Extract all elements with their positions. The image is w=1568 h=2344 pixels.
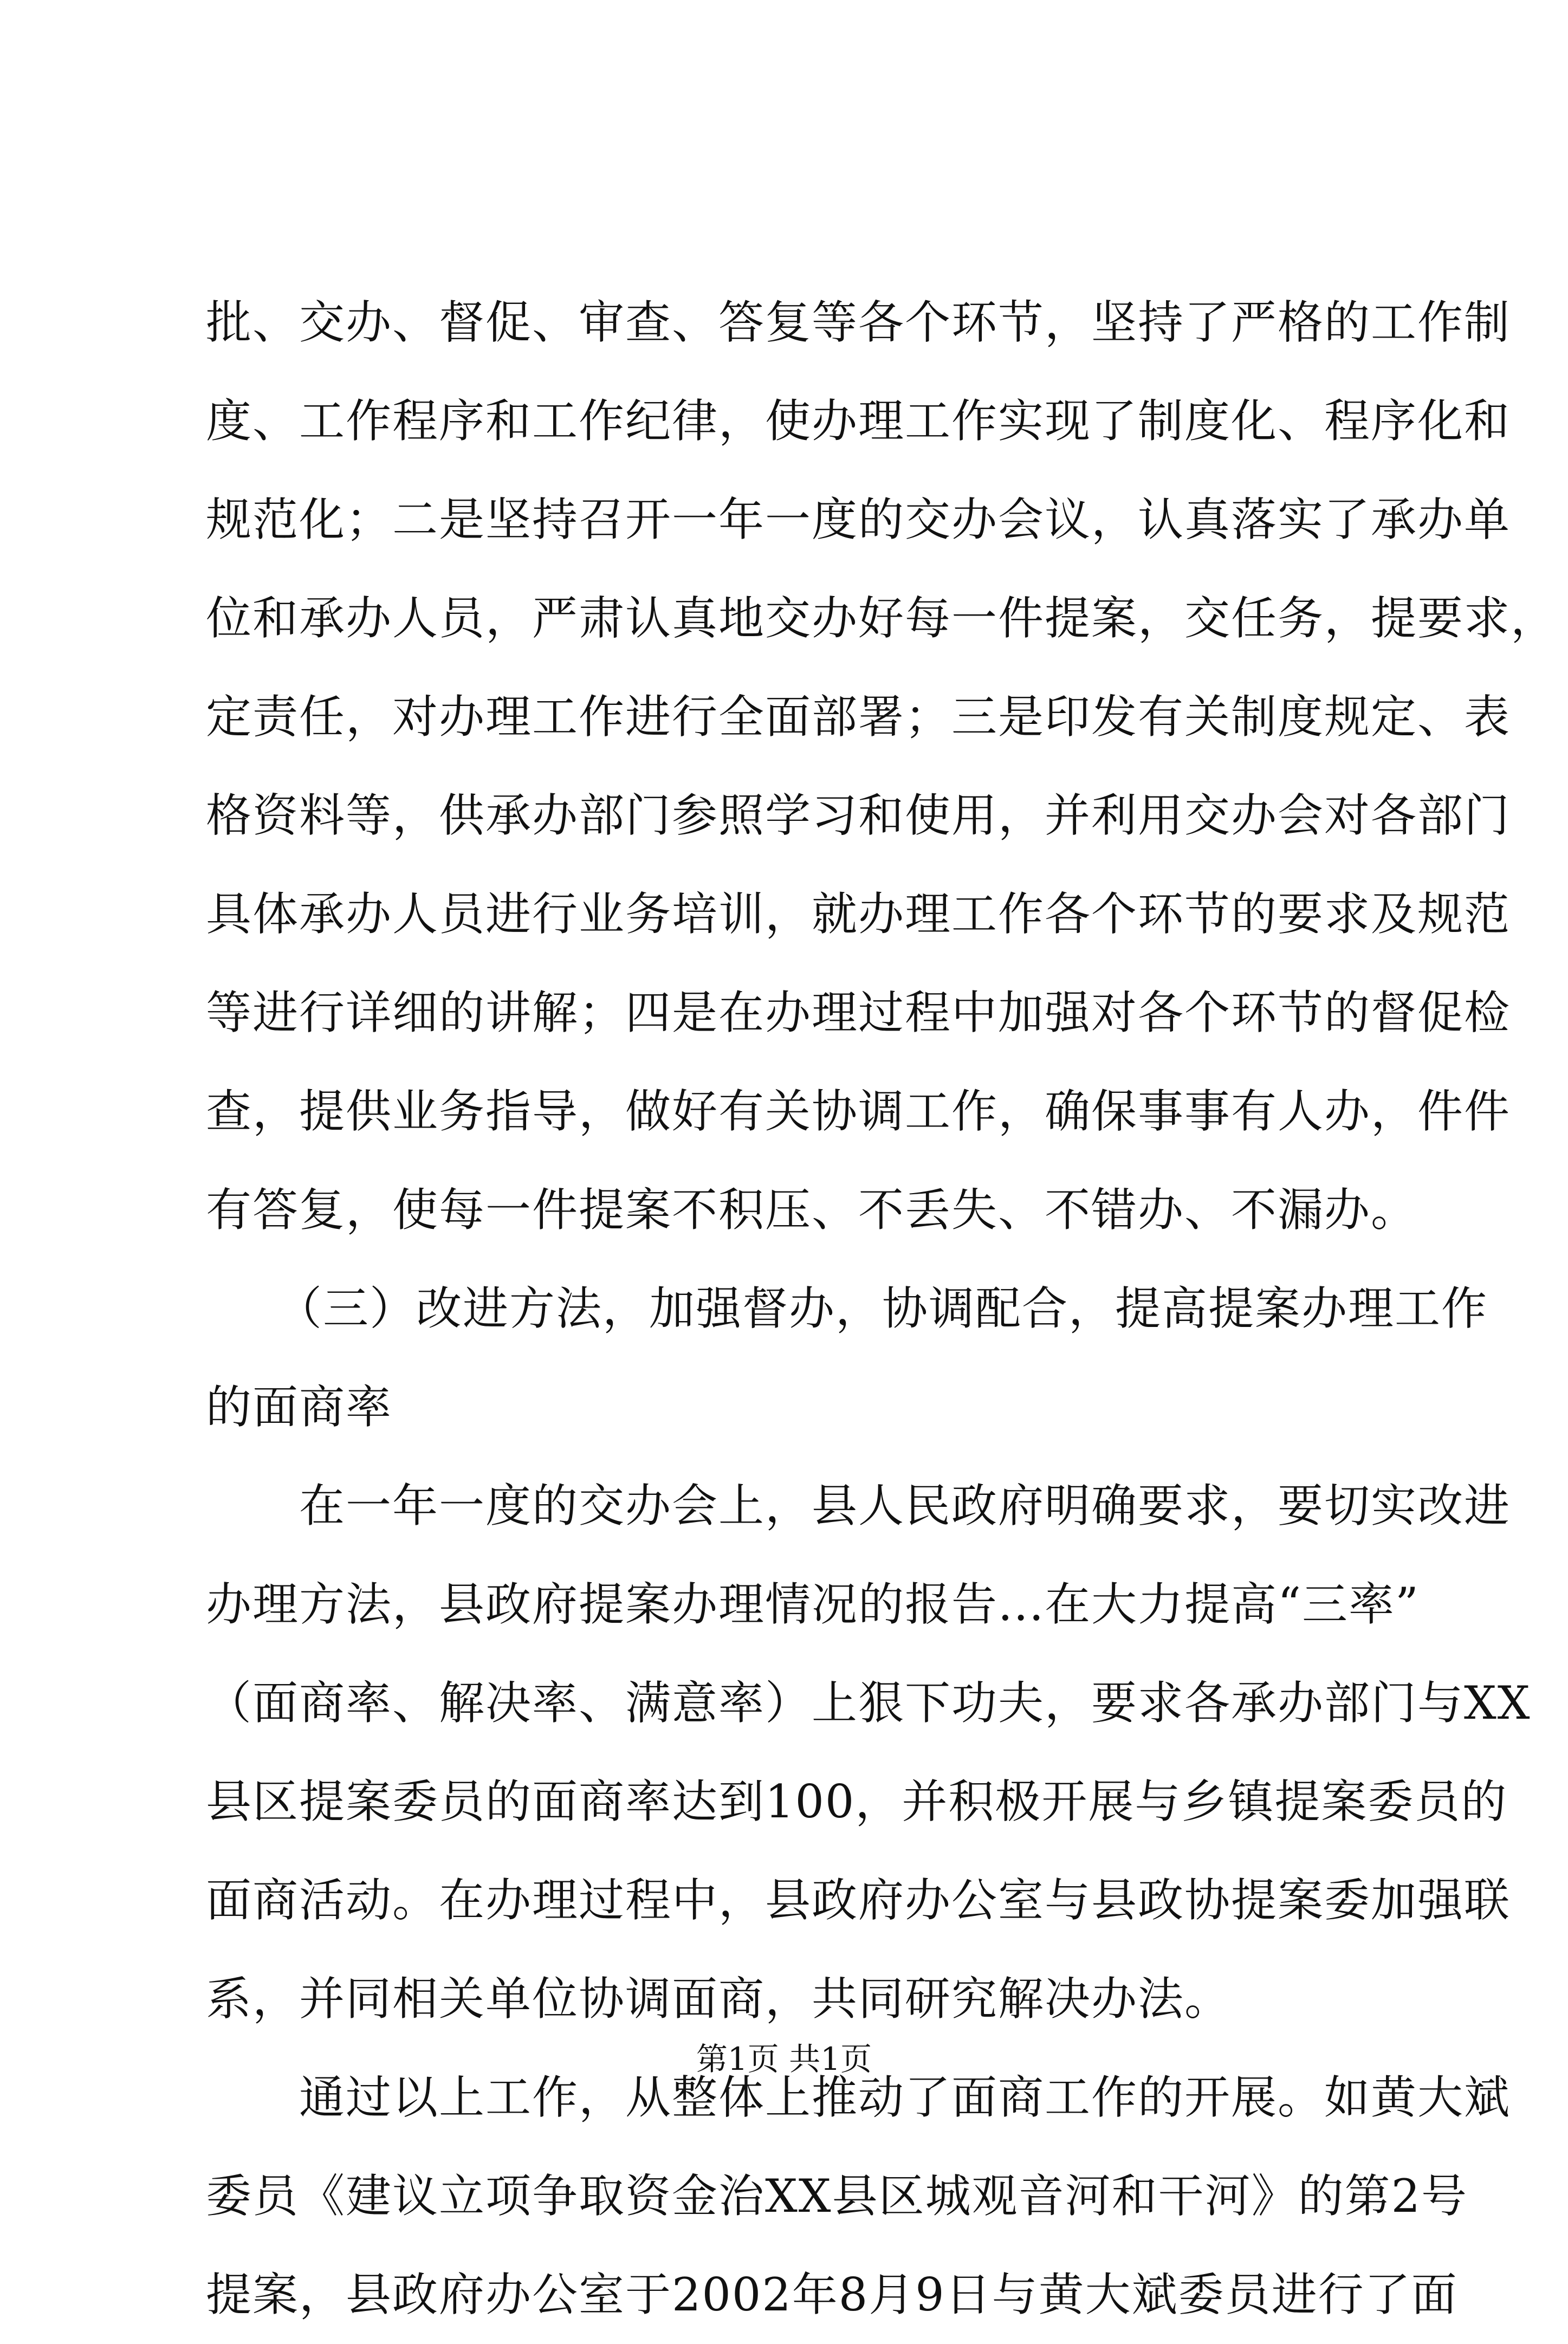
section-heading-line: （三）改进方法，加强督办，协调配合，提高提案办理工作 [206,1282,1488,1335]
text-line: 办理方法，县政府提案办理情况的报告...在大力提高“三率” [206,1578,1420,1631]
text-line: 批、交办、督促、审查、答复等各个环节，坚持了严格的工作制 [206,296,1511,349]
section-heading-line: 的面商率 [206,1381,393,1434]
text-line: 位和承办人员，严肃认真地交办好每一件提案，交任务，提要求， [206,592,1558,645]
text-line: （面商率、解决率、满意率）上狠下功夫，要求各承办部门与XX [206,1676,1531,1730]
text-line: 通过以上工作，从整体上推动了面商工作的开展。如黄大斌 [206,2071,1511,2124]
text-line: 县区提案委员的面商率达到100，并积极开展与乡镇提案委员的 [206,1775,1508,1828]
page-footer [0,2037,1568,2081]
text-line: 提案，县政府办公室于2002年8月9日与黄大斌委员进行了面 [206,2268,1458,2321]
text-line: 面商活动。在办理过程中，县政府办公室与县政协提案委加强联 [206,1874,1511,1927]
text-line: 系，并同相关单位协调面商，共同研究解决办法。 [206,1972,1232,2025]
text-line: 具体承办人员进行业务培训，就办理工作各个环节的要求及规范 [206,888,1511,941]
text-line: 有答复，使每一件提案不积压、不丢失、不错办、不漏办。 [206,1183,1418,1236]
text-line: 委员《建议立项争取资金治XX县区城观音河和干河》的第2号 [206,2170,1468,2223]
text-line: 查，提供业务指导，做好有关协调工作，确保事事有人办，件件 [206,1085,1511,1138]
text-line: 度、工作程序和工作纪律，使办理工作实现了制度化、程序化和 [206,394,1511,448]
text-line: 等进行详细的讲解；四是在办理过程中加强对各个环节的督促检 [206,986,1511,1039]
text-line: 在一年一度的交办会上，县人民政府明确要求，要切实改进 [206,1479,1511,1532]
document-body [206,273,1558,2344]
text-line: 定责任，对办理工作进行全面部署；三是印发有关制度规定、表 [206,690,1511,743]
page-number: 第1页 共1页 [696,2041,872,2077]
text-line: 格资料等，供承办部门参照学习和使用，并利用交办会对各部门 [206,789,1511,842]
text-line: 规范化；二是坚持召开一年一度的交办会议，认真落实了承办单 [206,493,1511,546]
